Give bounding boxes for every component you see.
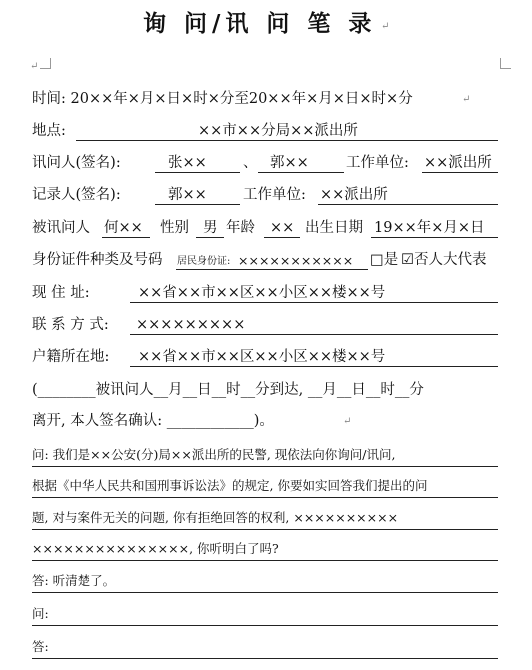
interrogator-unit: ××派出所	[424, 155, 492, 171]
recorder-unit: ××派出所	[320, 187, 388, 203]
recorder-unit-label: 工作单位:	[243, 187, 306, 203]
paragraph-mark: ↵	[343, 416, 352, 427]
answer-1-rule	[32, 592, 498, 593]
household-underline	[130, 366, 498, 367]
age-value: ××	[270, 220, 295, 236]
gender-value: 男	[203, 220, 218, 236]
answer-2: 答:	[32, 639, 49, 654]
interrogator-underline-1	[155, 172, 240, 173]
question-2-rule	[32, 625, 498, 626]
paragraph-mark: ↵	[462, 94, 471, 105]
id-kind: 居民身份证:	[177, 256, 231, 267]
recorder-label: 记录人(签名):	[32, 187, 121, 203]
address-value: ××省××市××区××小区××楼××号	[138, 285, 386, 301]
id-underline	[176, 269, 368, 270]
question-1-line-1: 问: 我们是××公安(分)局××派出所的民警, 现依法向你询问/讯问,	[32, 447, 396, 462]
interrogator-label: 讯问人(签名):	[32, 155, 121, 171]
dob-label: 出生日期	[305, 220, 363, 236]
contact-label: 联 系 方 式:	[32, 317, 109, 333]
interrogator-underline-2	[258, 172, 344, 173]
gender-label: 性别	[160, 220, 189, 236]
time-line: 时间: 20××年×月×日×时×分至20××年×月×日×时×分	[32, 91, 413, 107]
question-2: 问:	[32, 606, 49, 621]
interrogator-unit-underline	[422, 172, 498, 173]
arrival-line-2: 离开, 本人签名确认: ____________)。	[32, 413, 274, 429]
interrogator-name-1: 张××	[168, 155, 207, 171]
interrogator-unit-label: 工作单位:	[346, 155, 409, 171]
subject-name: 何××	[104, 220, 143, 236]
answer-2-rule	[32, 658, 498, 659]
subject-label: 被讯问人	[32, 220, 90, 236]
paragraph-mark: ↵	[30, 61, 39, 72]
interrogator-name-2: 郭××	[270, 155, 309, 171]
recorder-underline	[155, 204, 240, 205]
question-1-rule-1	[32, 466, 498, 467]
contact-value: ×××××××××	[136, 317, 246, 333]
age-underline	[264, 237, 300, 238]
id-number: ×××××××××××	[238, 253, 354, 268]
gender-underline	[196, 237, 224, 238]
subject-name-underline	[102, 237, 150, 238]
place-underline	[76, 140, 498, 141]
paragraph-mark: ↵	[381, 21, 390, 32]
question-1-line-4: ×××××××××××××××, 你听明白了吗?	[32, 541, 279, 556]
arrival-line-1: (________被讯问人__月__日__时__分到达, __月__日__时__分	[32, 382, 424, 398]
interrogator-separator: 、	[243, 155, 258, 171]
recorder-unit-underline	[318, 204, 498, 205]
id-label: 身份证件种类及号码	[32, 252, 163, 268]
question-1-line-2: 根据《中华人民共和国刑事诉讼法》的规定, 你要如实回答我们提出的问	[32, 478, 428, 493]
address-underline	[130, 302, 498, 303]
npc-no-option: 否人大代表	[414, 252, 487, 268]
npc-yes-option: □是	[370, 252, 399, 268]
address-label: 现 住 址:	[32, 285, 90, 301]
corner-mark-top-right	[500, 58, 511, 69]
place-value: ××市××分局××派出所	[198, 123, 358, 139]
question-1-rule-3	[32, 529, 498, 530]
dob-value: 19××年×月×日	[374, 220, 485, 236]
question-1-rule-4	[32, 560, 498, 561]
answer-1: 答: 听清楚了。	[32, 573, 116, 588]
dob-underline	[371, 237, 498, 238]
question-1-line-3: 题, 对与案件无关的问题, 你有拒绝回答的权利, ××××××××××	[32, 510, 399, 525]
question-1-rule-2	[32, 497, 498, 498]
corner-mark-top-left	[40, 58, 51, 69]
npc-checkbox: ☑	[401, 252, 414, 268]
recorder-name: 郭××	[168, 187, 207, 203]
household-label: 户籍所在地:	[32, 349, 110, 365]
page-title: 询 问/讯 问 笔 录	[143, 10, 377, 37]
age-label: 年龄	[226, 220, 255, 236]
place-label: 地点:	[32, 123, 66, 139]
contact-underline	[130, 334, 498, 335]
household-value: ××省××市××区××小区××楼××号	[138, 349, 386, 365]
